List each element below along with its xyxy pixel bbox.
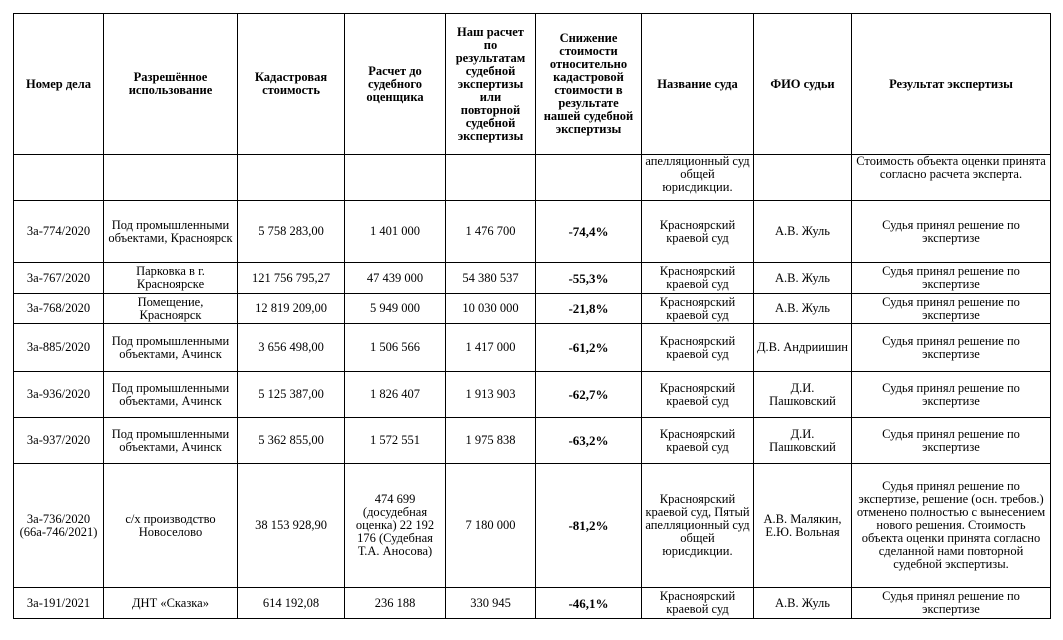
court-cases-table bbox=[13, 13, 1051, 619]
cell-empty bbox=[345, 155, 446, 201]
cell-our-calc: 1 975 838 bbox=[446, 418, 536, 464]
cell-empty bbox=[14, 155, 104, 201]
cell-our-calc: 1 417 000 bbox=[446, 324, 536, 372]
cell-pre-court-calc: 47 439 000 bbox=[345, 263, 446, 294]
cell-permitted-use: Помещение, Красноярск bbox=[104, 294, 238, 324]
cell-cadastral-value: 121 756 795,27 bbox=[238, 263, 345, 294]
cell-result: Судья принял решение по экспертизе bbox=[852, 324, 1051, 372]
cell-permitted-use: ДНТ «Сказка» bbox=[104, 588, 238, 619]
cell-cadastral-value: 12 819 209,00 bbox=[238, 294, 345, 324]
table-row bbox=[14, 294, 1051, 324]
cell-court: Красноярский краевой суд bbox=[642, 263, 754, 294]
cell-empty bbox=[754, 155, 852, 201]
cell-pre-court-calc: 1 506 566 bbox=[345, 324, 446, 372]
cell-case-number: 3а-767/2020 bbox=[14, 263, 104, 294]
cell-permitted-use: Парковка в г. Красноярске bbox=[104, 263, 238, 294]
cell-pre-court-calc: 1 572 551 bbox=[345, 418, 446, 464]
header-cadastral-value: Кадастровая стоимость bbox=[238, 14, 345, 155]
cell-our-calc: 330 945 bbox=[446, 588, 536, 619]
cell-empty bbox=[238, 155, 345, 201]
cell-result: Судья принял решение по экспертизе bbox=[852, 263, 1051, 294]
cell-court: Красноярский краевой суд bbox=[642, 294, 754, 324]
cell-reduction: -61,2% bbox=[536, 324, 642, 372]
cell-permitted-use: Под промышленными объектами, Ачинск bbox=[104, 324, 238, 372]
cell-cadastral-value: 614 192,08 bbox=[238, 588, 345, 619]
cell-our-calc: 10 030 000 bbox=[446, 294, 536, 324]
cell-permitted-use: Под промышленными объектами, Красноярск bbox=[104, 201, 238, 263]
table-row bbox=[14, 464, 1051, 588]
table-row bbox=[14, 201, 1051, 263]
table-row bbox=[14, 418, 1051, 464]
cell-permitted-use: Под промышленными объектами, Ачинск bbox=[104, 418, 238, 464]
header-row bbox=[14, 14, 1051, 155]
table-row bbox=[14, 263, 1051, 294]
cell-case-number: 3а-736/2020 (66а-746/2021) bbox=[14, 464, 104, 588]
header-judge: ФИО судьи bbox=[754, 14, 852, 155]
table-row bbox=[14, 588, 1051, 619]
cell-court: апелляционный суд общей юрисдикции. bbox=[642, 155, 754, 201]
cell-judge: А.В. Малякин, Е.Ю. Вольная bbox=[754, 464, 852, 588]
cell-empty bbox=[446, 155, 536, 201]
cell-reduction: -46,1% bbox=[536, 588, 642, 619]
header-case-number: Номер дела bbox=[14, 14, 104, 155]
cell-our-calc: 54 380 537 bbox=[446, 263, 536, 294]
cell-judge: А.В. Жуль bbox=[754, 294, 852, 324]
cell-case-number: 3а-936/2020 bbox=[14, 372, 104, 418]
cell-cadastral-value: 5 362 855,00 bbox=[238, 418, 345, 464]
cell-case-number: 3а-885/2020 bbox=[14, 324, 104, 372]
cell-case-number: 3а-191/2021 bbox=[14, 588, 104, 619]
cell-result: Судья принял решение по экспертизе, решение (осн. требов.) отменено полностью с вынесением нового решения. Стоимость объекта оценки принята согласно сделанной нами повторной судебной экспертизы. bbox=[852, 464, 1051, 588]
cell-court: Красноярский краевой суд, Пятый апелляционный суд общей юрисдикции. bbox=[642, 464, 754, 588]
cell-reduction: -55,3% bbox=[536, 263, 642, 294]
header-our-calc: Наш расчет по результатам судебной экспертизы или повторной судебной экспертизы bbox=[446, 14, 536, 155]
cell-case-number: 3а-774/2020 bbox=[14, 201, 104, 263]
cell-permitted-use: с/х производство Новоселово bbox=[104, 464, 238, 588]
cell-result: Судья принял решение по экспертизе bbox=[852, 294, 1051, 324]
cell-reduction: -63,2% bbox=[536, 418, 642, 464]
continuation-row bbox=[14, 155, 1051, 201]
cell-case-number: 3а-768/2020 bbox=[14, 294, 104, 324]
cell-cadastral-value: 38 153 928,90 bbox=[238, 464, 345, 588]
cell-reduction: -81,2% bbox=[536, 464, 642, 588]
header-permitted-use: Разрешённое использование bbox=[104, 14, 238, 155]
cell-result: Судья принял решение по экспертизе bbox=[852, 588, 1051, 619]
cell-judge: А.В. Жуль bbox=[754, 263, 852, 294]
cell-judge: Д.И. Пашковский bbox=[754, 372, 852, 418]
cell-result: Судья принял решение по экспертизе bbox=[852, 201, 1051, 263]
cell-empty bbox=[104, 155, 238, 201]
cell-pre-court-calc: 236 188 bbox=[345, 588, 446, 619]
cell-judge: Д.В. Андриишин bbox=[754, 324, 852, 372]
cell-cadastral-value: 5 758 283,00 bbox=[238, 201, 345, 263]
cell-reduction: -62,7% bbox=[536, 372, 642, 418]
cell-court: Красноярский краевой суд bbox=[642, 418, 754, 464]
cell-court: Красноярский краевой суд bbox=[642, 324, 754, 372]
cell-cadastral-value: 5 125 387,00 bbox=[238, 372, 345, 418]
cell-court: Красноярский краевой суд bbox=[642, 588, 754, 619]
cell-reduction: -21,8% bbox=[536, 294, 642, 324]
header-pre-court-calc: Расчет до судебного оценщика bbox=[345, 14, 446, 155]
cell-permitted-use: Под промышленными объектами, Ачинск bbox=[104, 372, 238, 418]
cell-pre-court-calc: 1 826 407 bbox=[345, 372, 446, 418]
cell-pre-court-calc: 5 949 000 bbox=[345, 294, 446, 324]
cell-our-calc: 7 180 000 bbox=[446, 464, 536, 588]
cell-court: Красноярский краевой суд bbox=[642, 201, 754, 263]
cell-case-number: 3а-937/2020 bbox=[14, 418, 104, 464]
cell-pre-court-calc: 1 401 000 bbox=[345, 201, 446, 263]
cell-result: Судья принял решение по экспертизе bbox=[852, 372, 1051, 418]
cell-judge: Д.И. Пашковский bbox=[754, 418, 852, 464]
cell-reduction: -74,4% bbox=[536, 201, 642, 263]
cell-pre-court-calc: 474 699 (досудебная оценка) 22 192 176 (Судебная Т.А. Аносова) bbox=[345, 464, 446, 588]
table-row bbox=[14, 324, 1051, 372]
header-result: Результат экспертизы bbox=[852, 14, 1051, 155]
header-reduction: Снижение стоимости относительно кадастровой стоимости в результате нашей судебной экспертизы bbox=[536, 14, 642, 155]
cell-empty bbox=[536, 155, 642, 201]
cell-court: Красноярский краевой суд bbox=[642, 372, 754, 418]
cell-judge: А.В. Жуль bbox=[754, 201, 852, 263]
cell-judge: А.В. Жуль bbox=[754, 588, 852, 619]
cell-our-calc: 1 913 903 bbox=[446, 372, 536, 418]
cell-result: Стоимость объекта оценки принята согласно расчета эксперта. bbox=[852, 155, 1051, 201]
table-row bbox=[14, 372, 1051, 418]
cell-result: Судья принял решение по экспертизе bbox=[852, 418, 1051, 464]
header-court-name: Название суда bbox=[642, 14, 754, 155]
cell-our-calc: 1 476 700 bbox=[446, 201, 536, 263]
cell-cadastral-value: 3 656 498,00 bbox=[238, 324, 345, 372]
